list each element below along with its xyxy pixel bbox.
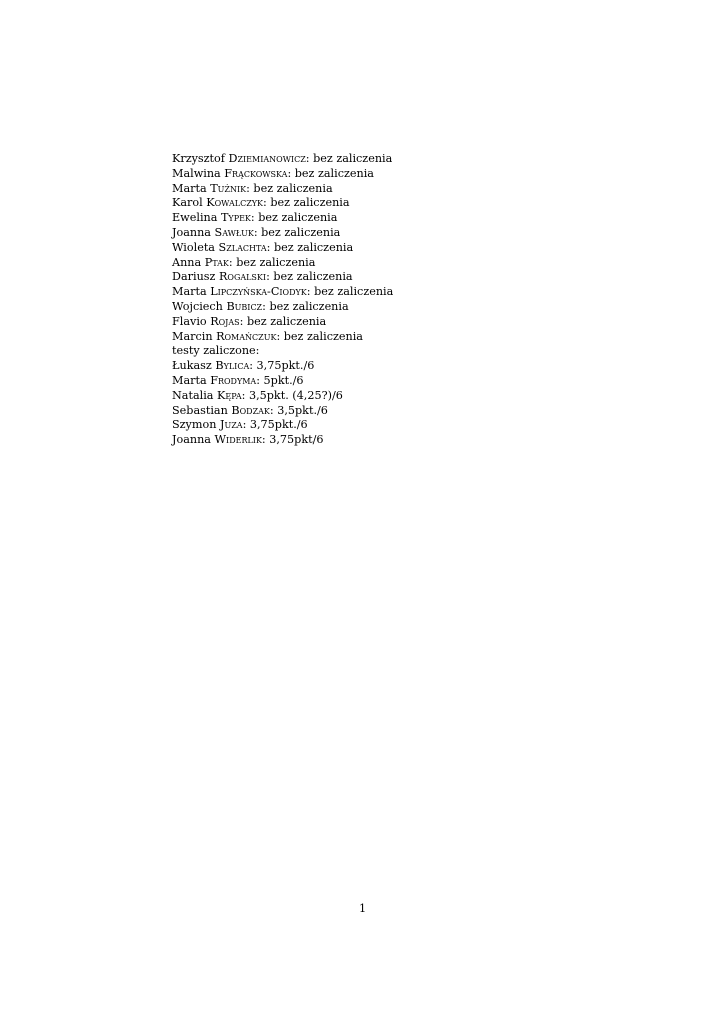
result-text: : 3,5pkt./6 xyxy=(269,403,328,417)
first-name: Wioleta xyxy=(172,240,219,254)
surname: Frąckowska xyxy=(224,166,288,180)
first-name: Marta xyxy=(172,373,211,387)
first-name: Łukasz xyxy=(172,359,216,373)
list-item xyxy=(172,196,393,211)
surname: Szlachta xyxy=(218,240,267,254)
result-text: : bez zaliczenia xyxy=(228,255,316,269)
list-item xyxy=(172,359,393,374)
surname: Bylica xyxy=(215,359,250,373)
first-name: Wojciech xyxy=(172,299,227,313)
result-text: : 3,5pkt. (4,25?)/6 xyxy=(241,388,343,402)
list-item xyxy=(172,330,393,345)
list-item xyxy=(172,241,393,256)
result-text: : bez zaliczenia xyxy=(276,329,363,343)
section-heading xyxy=(172,344,393,359)
result-text: : bez zaliczenia xyxy=(262,299,349,313)
surname: Typek xyxy=(220,211,251,225)
list-item xyxy=(172,418,393,433)
result-text: : bez zaliczenia xyxy=(263,196,350,210)
surname: Juza xyxy=(219,418,243,432)
result-text: : bez zaliczenia xyxy=(253,225,341,239)
first-name: Anna xyxy=(172,255,205,269)
first-name: Marta xyxy=(172,285,211,299)
list-item xyxy=(172,433,393,448)
surname: Ptak xyxy=(204,255,229,269)
surname: Romańczuk xyxy=(216,329,277,343)
surname: Dziemianowicz xyxy=(228,152,306,165)
list-item xyxy=(172,285,393,300)
first-name: Sebastian xyxy=(172,403,232,417)
first-name: Szymon xyxy=(172,418,220,432)
first-name: Ewelina xyxy=(172,211,221,225)
list-item xyxy=(172,300,393,315)
section-heading-text: testy zaliczone: xyxy=(172,344,260,358)
first-name: Joanna xyxy=(172,225,215,239)
list-item xyxy=(172,404,393,419)
surname: Kępa xyxy=(217,388,242,402)
surname: Rogalski xyxy=(218,270,267,284)
result-text: : bez zaliczenia xyxy=(239,314,327,328)
list-item xyxy=(172,256,393,271)
first-name: Karol xyxy=(172,196,207,210)
list-item xyxy=(172,270,393,285)
result-text: : 5pkt./6 xyxy=(256,373,304,387)
first-name: Marta xyxy=(172,181,211,195)
result-text: : bez zaliczenia xyxy=(266,270,353,284)
list-item xyxy=(172,315,393,330)
result-text: : bez zaliczenia xyxy=(250,211,338,225)
first-name: Natalia xyxy=(172,388,218,402)
surname: Lipczyńska-Ciodyk xyxy=(210,285,307,299)
result-text: : bez zaliczenia xyxy=(306,285,394,299)
list-item xyxy=(172,182,393,197)
first-name: Malwina xyxy=(172,166,225,180)
result-text: : 3,75pkt./6 xyxy=(242,418,308,432)
surname: Bubicz xyxy=(226,299,263,313)
first-name: Flavio xyxy=(172,314,211,328)
result-text: : bez zaliczenia xyxy=(287,166,374,180)
surname: Tużnik xyxy=(210,181,247,195)
list-item xyxy=(172,226,393,241)
first-name: Marcin xyxy=(172,329,217,343)
surname: Kowalczyk xyxy=(206,196,264,210)
surname: Bodzak xyxy=(231,403,270,417)
surname: Frodyma xyxy=(210,373,257,387)
first-name: Krzysztof xyxy=(172,152,229,165)
result-text: : 3,75pkt/6 xyxy=(261,433,324,447)
list-item xyxy=(172,152,393,167)
list-item xyxy=(172,389,393,404)
surname: Sawłuk xyxy=(214,225,254,239)
list-item xyxy=(172,167,393,182)
page-number: 1 xyxy=(358,902,367,915)
result-text: : bez zaliczenia xyxy=(266,240,354,254)
list-item xyxy=(172,211,393,226)
list-item xyxy=(172,374,393,389)
result-text: : bez zaliczenia xyxy=(305,152,393,165)
result-text: : bez zaliczenia xyxy=(246,181,333,195)
first-name: Joanna xyxy=(172,433,215,447)
results-list xyxy=(172,152,393,448)
surname: Widerlik xyxy=(214,433,262,447)
first-name: Dariusz xyxy=(172,270,219,284)
surname: Rojas xyxy=(210,314,240,328)
result-text: : 3,75pkt./6 xyxy=(249,359,315,373)
